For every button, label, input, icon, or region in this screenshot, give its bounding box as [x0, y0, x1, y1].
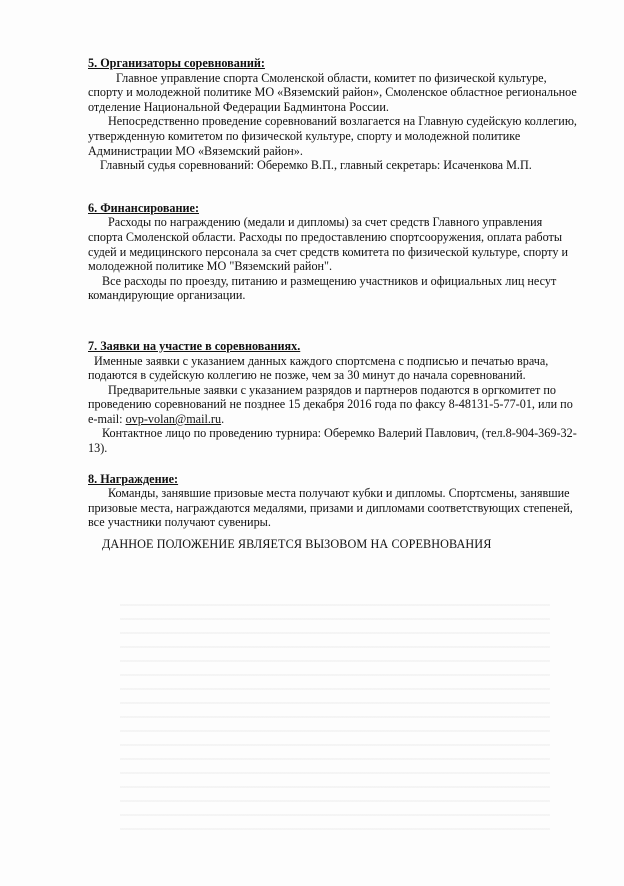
- bleed-through-shadow: [120, 600, 550, 830]
- paragraph-text: Предварительные заявки с указанием разрядов и партнеров подаются в оргкомитет по проведению соревнований не позднее 15 декабря 2016 года по факсу 8-48131-5-77-01, или по e-mail:: [88, 382, 573, 426]
- section-heading: 6. Финансирование:: [88, 200, 200, 215]
- paragraph: Главный судья соревнований: Оберемко В.П., главный секретарь: Исаченкова М.П.: [100, 158, 532, 173]
- punctuation: .: [221, 411, 225, 426]
- section-organizers: [88, 56, 578, 173]
- section-financing: [88, 201, 578, 303]
- paragraph: Контактное лицо по проведению турнира: Оберемко Валерий Павлович, (тел.8-904-369-32-13).: [88, 426, 577, 456]
- paragraph: Все расходы по проезду, питанию и размещению участников и официальных лиц несут командирующие организации.: [88, 273, 557, 303]
- paragraph: Команды, занявшие призовые места получают кубки и дипломы. Спортсмены, занявшие призовые места, награждаются медалями, призами и дипломами соответствующих степеней, все участники получают сувениры.: [88, 486, 573, 530]
- section-heading: 7. Заявки на участие в соревнованиях.: [88, 338, 301, 353]
- paragraph: Расходы по награждению (медали и дипломы) за счет средств Главного управления спорта Смоленской области. Расходы по предоставлению спортсооружения, оплата работы судей и медицинского персонала за счет средств комитета по физической культуре, спорту и молодежной политике МО "Вяземский район".: [88, 215, 568, 274]
- document-body: [88, 56, 578, 530]
- paragraph: Главное управление спорта Смоленской области, комитет по физической культуре, спорту и молодежной политике МО «Вяземский район», Смоленское областное региональное отделение Национальной Федерации Бадминтона России.: [88, 70, 577, 114]
- paragraph: Именные заявки с указанием данных каждого спортсмена с подписью и печатью врача, подаются в судейскую коллегию не позже, чем за 30 минут до начала соревнований.: [88, 353, 549, 383]
- email-link[interactable]: ovp-volan@mail.ru: [125, 411, 222, 426]
- section-awards: [88, 472, 578, 530]
- closing-statement: ДАННОЕ ПОЛОЖЕНИЕ ЯВЛЯЕТСЯ ВЫЗОВОМ НА СОРЕВНОВАНИЯ: [102, 537, 492, 551]
- paragraph: [88, 383, 578, 427]
- section-heading: 8. Награждение:: [88, 471, 179, 486]
- section-applications: [88, 339, 578, 456]
- paragraph: Непосредственно проведение соревнований возлагается на Главную судейскую коллегию, утвержденную комитетом по физической культуре, спорту и молодежной политике Администрации МО «Вяземский район».: [88, 114, 577, 158]
- section-heading: 5. Организаторы соревнований:: [88, 56, 265, 70]
